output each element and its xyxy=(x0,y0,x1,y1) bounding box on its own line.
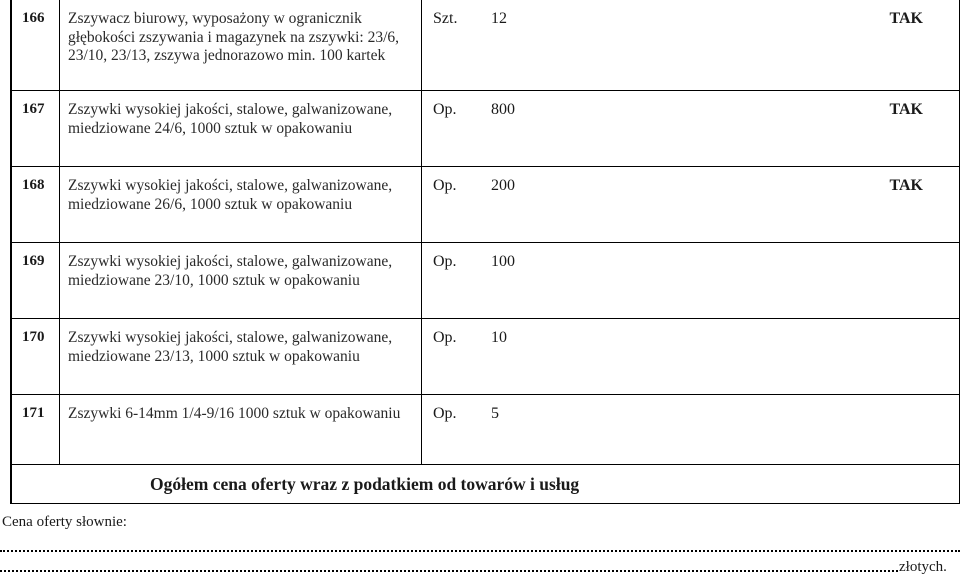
row-number: 169 xyxy=(12,243,60,318)
price-in-words-line-2 xyxy=(0,562,898,572)
item-quantity: 5 xyxy=(491,405,499,422)
item-description: Zszywki 6-14mm 1/4-9/16 1000 sztuk w opakowaniu xyxy=(68,405,401,422)
item-description: Zszywki wysokiej jakości, stalowe, galwanizowane, miedziowane 23/10, 1000 sztuk w opakowaniu xyxy=(68,253,393,289)
table-row xyxy=(12,395,959,465)
row-number: 170 xyxy=(12,319,60,394)
item-unit: Szt. xyxy=(433,10,458,27)
table-row xyxy=(12,319,959,395)
item-description: Zszywki wysokiej jakości, stalowe, galwanizowane, miedziowane 23/13, 1000 sztuk w opakowaniu xyxy=(68,329,393,365)
item-unit: Op. xyxy=(433,101,457,118)
item-unit: Op. xyxy=(433,177,457,194)
item-unit: Op. xyxy=(433,405,457,422)
table-row xyxy=(12,0,959,91)
item-flag: TAK xyxy=(889,10,923,27)
item-flag: TAK xyxy=(889,101,923,118)
total-label: Ogółem cena oferty wraz z podatkiem od towarów i usług xyxy=(150,474,580,494)
price-in-words-line xyxy=(0,542,960,552)
item-description: Zszywacz biurowy, wyposażony w ogranicznik głębokości zszywania i magazynek na zszywki: 23/6, 23/10, 23/13, zszywa jednorazowo min. 100 kartek xyxy=(68,10,399,64)
item-unit: Op. xyxy=(433,329,457,346)
item-quantity: 100 xyxy=(491,253,515,270)
item-flag: TAK xyxy=(889,177,923,194)
item-quantity: 10 xyxy=(491,329,507,346)
row-number: 168 xyxy=(12,167,60,242)
table-row xyxy=(12,167,959,243)
price-in-words-label: Cena oferty słownie: xyxy=(2,514,127,530)
table-row xyxy=(12,243,959,319)
item-description: Zszywki wysokiej jakości, stalowe, galwanizowane, miedziowane 26/6, 1000 sztuk w opakowaniu xyxy=(68,177,393,213)
item-quantity: 200 xyxy=(491,177,515,194)
row-number: 167 xyxy=(12,91,60,166)
item-quantity: 800 xyxy=(491,101,515,118)
currency-suffix: złotych. xyxy=(899,559,947,575)
item-description: Zszywki wysokiej jakości, stalowe, galwanizowane, miedziowane 24/6, 1000 sztuk w opakowaniu xyxy=(68,101,393,137)
total-row xyxy=(12,465,959,503)
table-row xyxy=(12,91,959,167)
order-table xyxy=(10,0,960,504)
item-quantity: 12 xyxy=(491,10,507,27)
row-number: 166 xyxy=(12,0,60,90)
item-unit: Op. xyxy=(433,253,457,270)
row-number: 171 xyxy=(12,395,60,464)
